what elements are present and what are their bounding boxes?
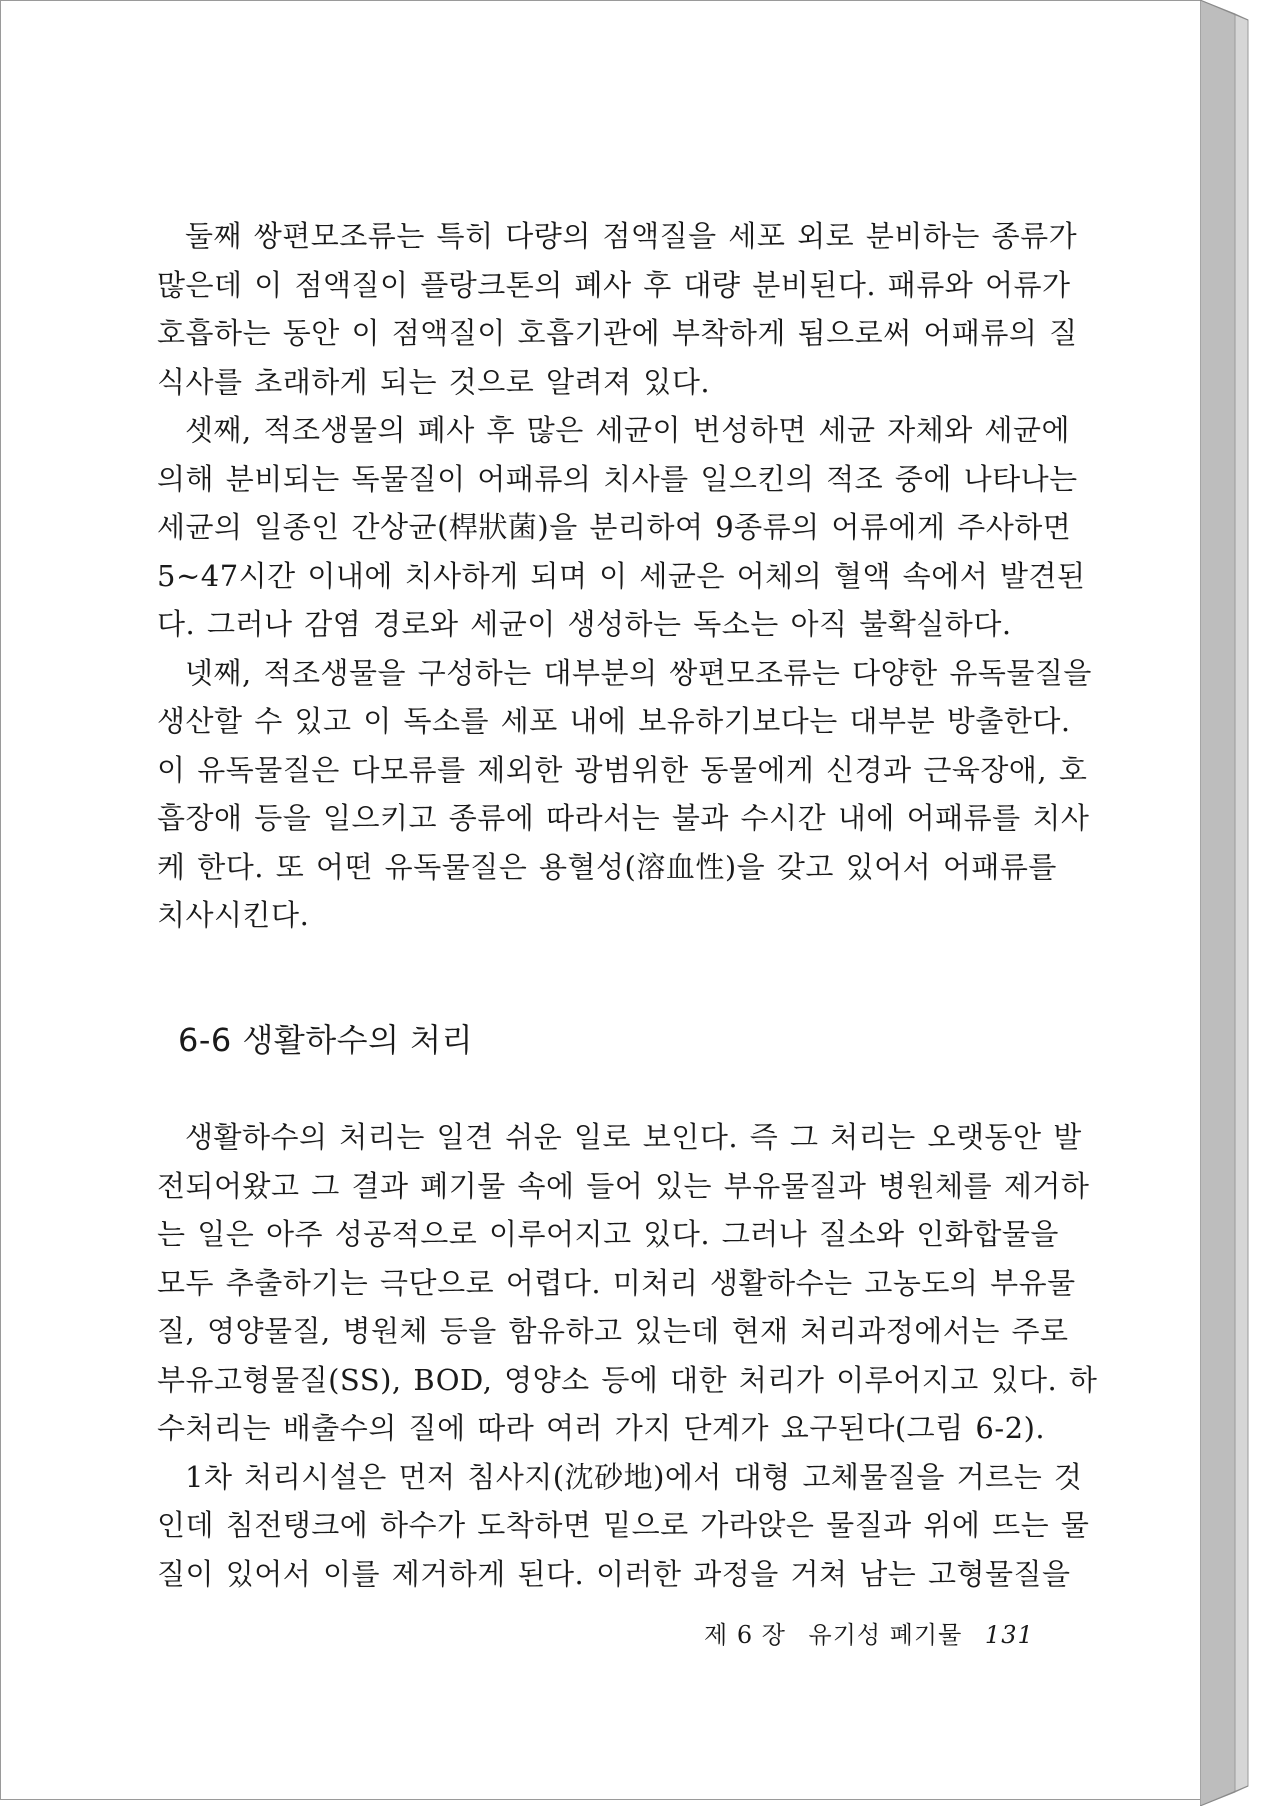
text-line: 수처리는 배출수의 질에 따라 여러 가지 단계가 요구된다(그림 6-2).: [157, 1411, 1046, 1445]
section-heading: 6-6 생활하수의 처리: [178, 1021, 473, 1059]
text-line: 넷째, 적조생물을 구성하는 대부분의 쌍편모조류는 다양한 유독물질을: [185, 655, 1092, 690]
text-line: 다. 그러나 감염 경로와 세균이 생성하는 독소는 아직 불확실하다.: [157, 607, 1012, 641]
running-footer: [704, 1615, 1034, 1650]
text-line: 치사시킨다.: [157, 898, 310, 932]
text-line: 생활하수의 처리는 일견 쉬운 일로 보인다. 즉 그 처리는 오랫동안 발: [185, 1120, 1082, 1154]
footer-chapter: 제 6 장: [704, 1621, 786, 1649]
paragraph: [157, 649, 1092, 940]
text-line: 이 유독물질은 다모류를 제외한 광범위한 동물에게 신경과 근육장애, 호: [157, 752, 1088, 787]
text-line: 세균의 일종인 간상균(桿狀菌)을 분리하여 9종류의 어류에게 주사하면: [157, 510, 1072, 544]
text-line: 생산할 수 있고 이 독소를 세포 내에 보유하기보다는 대부분 방출한다.: [157, 704, 1071, 738]
body-text-bottom: [157, 1113, 1098, 1598]
text-line: 셋째, 적조생물의 폐사 후 많은 세균이 번성하면 세균 자체와 세균에: [185, 413, 1071, 447]
paragraph: [157, 212, 1078, 406]
text-line: 질, 영양물질, 병원체 등을 함유하고 있는데 현재 처리과정에서는 주로: [157, 1314, 1069, 1348]
text-line: 식사를 초래하게 되는 것으로 알려져 있다.: [157, 364, 711, 399]
text-line: 1차 처리시설은 먼저 침사지(沈砂地)에서 대형 고체물질을 거르는 것: [185, 1459, 1083, 1494]
text-line: 케 한다. 또 어떤 유독물질은 용혈성(溶血性)을 갖고 있어서 어패류를: [157, 849, 1057, 884]
text-line: 는 일은 아주 성공적으로 이루어지고 있다. 그러나 질소와 인화합물을: [157, 1217, 1059, 1251]
text-line: 모두 추출하기는 극단으로 어렵다. 미처리 생활하수는 고농도의 부유물: [157, 1265, 1076, 1300]
text-line: 질이 있어서 이를 제거하게 된다. 이러한 과정을 거쳐 남는 고형물질을: [157, 1556, 1071, 1591]
text-line: 5~47시간 이내에 치사하게 되며 이 세균은 어체의 혈액 속에서 발견된: [157, 558, 1086, 593]
footer-chapter-title: 유기성 폐기물: [808, 1621, 963, 1649]
text-line: 호흡하는 동안 이 점액질이 호흡기관에 부착하게 됨으로써 어패류의 질: [157, 316, 1078, 350]
text-line: 전되어왔고 그 결과 폐기물 속에 들어 있는 부유물질과 병원체를 제거하: [157, 1168, 1090, 1203]
paragraph: [157, 1113, 1098, 1453]
paragraph: [157, 406, 1086, 649]
body-text-top: [157, 212, 1092, 940]
paragraph: [157, 1453, 1090, 1599]
text-line: 부유고형물질(SS), BOD, 영양소 등에 대한 처리가 이루어지고 있다. 하: [157, 1362, 1098, 1397]
page-number: 131: [984, 1621, 1034, 1649]
text-line: 흡장애 등을 일으키고 종류에 따라서는 불과 수시간 내에 어패류를 치사: [157, 801, 1090, 835]
text-line: 의해 분비되는 독물질이 어패류의 치사를 일으킨의 적조 중에 나타나는: [157, 461, 1078, 496]
text-line: 둘째 쌍편모조류는 특히 다량의 점액질을 세포 외로 분비하는 종류가: [185, 219, 1078, 253]
text-line: 인데 침전탱크에 하수가 도착하면 밑으로 가라앉은 물질과 위에 뜨는 물: [157, 1508, 1090, 1542]
page-edge: [1200, 0, 1273, 1806]
text-line: 많은데 이 점액질이 플랑크톤의 폐사 후 대량 분비된다. 패류와 어류가: [157, 267, 1071, 302]
